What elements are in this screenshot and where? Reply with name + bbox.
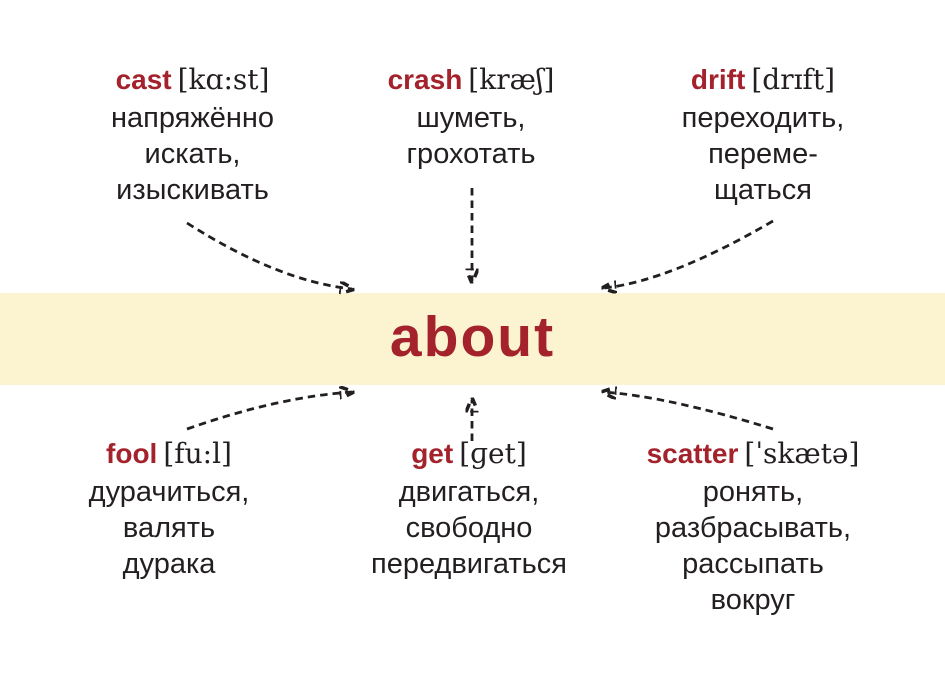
entry-cast [40,62,345,208]
translation-line: дурачиться, [88,476,250,508]
entry-scatter [604,436,902,618]
translation-line: переме- [708,138,818,170]
arrow-cast-to-about [187,223,352,289]
center-band [0,293,945,385]
headword: drift [690,64,746,95]
headword: fool [106,438,158,469]
headword: scatter [646,438,739,469]
arrow-drift-to-about [604,221,773,288]
translation-line: вокруг [710,584,796,616]
translation-line: ронять, [702,476,804,508]
phonetic: [ɡet] [459,437,527,470]
headword: get [411,438,454,469]
translation-line: рассыпать [682,548,824,580]
center-word: about [389,304,556,369]
translation-line: переходить, [681,102,845,134]
arrow-scatter-to-about [604,392,773,429]
translation-line: грохотать [406,138,536,170]
translation-line: валять [122,512,216,544]
phonetic: [drɪft] [751,63,836,96]
translation-line: искать, [144,138,241,170]
translation-line: напряжённо [110,102,275,134]
translation-line: шуметь, [416,102,526,134]
translation-line: разбрасывать, [654,512,852,544]
headword-line [618,62,908,98]
phonetic: [kræʃ] [468,63,555,96]
entry-crash [340,62,602,172]
headword: crash [387,64,463,95]
translation-line: щаться [714,174,812,206]
headword-line [40,62,345,98]
headword-line [604,436,902,472]
headword: cast [115,64,172,95]
entry-get [328,436,610,582]
phonetic: [kɑ:st] [177,63,270,96]
headword-line [328,436,610,472]
entry-fool [28,436,310,582]
translation-line: передвигаться [370,548,567,580]
arrow-fool-to-about [187,392,352,429]
headword-line [340,62,602,98]
translation-line: двигаться, [398,476,540,508]
headword-line [28,436,310,472]
entry-drift [618,62,908,208]
translation-line: изыскивать [116,174,269,206]
translation-line: свободно [405,512,533,544]
phonetic: [fu:l] [163,437,232,470]
translation-line: дурака [122,548,216,580]
phonetic: [ˈskætə] [744,437,860,470]
